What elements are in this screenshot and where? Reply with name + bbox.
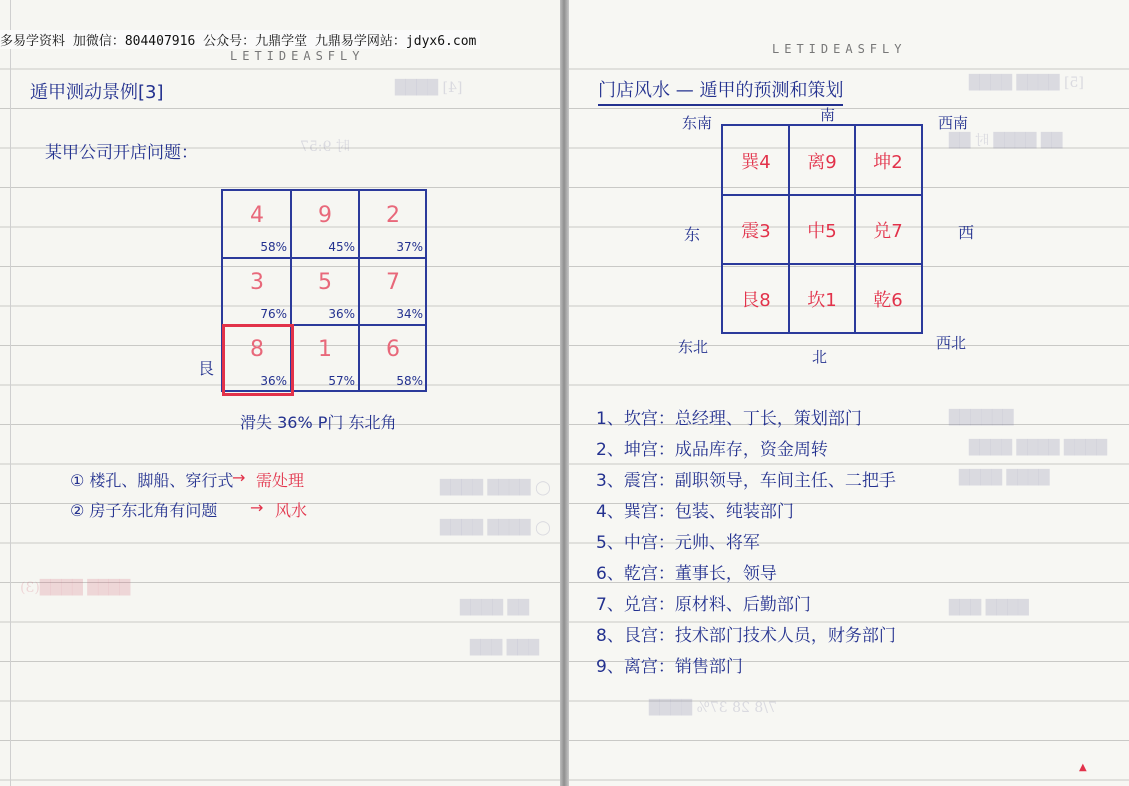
- notebook-spine: [560, 0, 569, 786]
- ghost-text: ████ ███: [949, 600, 1029, 616]
- palace-role-item: 1、坎宫：总经理、丁长，策划部门: [596, 409, 862, 429]
- palace-role-item: 8、艮宫：技术部门技术人员，财务部门: [596, 626, 896, 646]
- direction-label-north: 北: [812, 348, 828, 366]
- palace-role-item: 4、巽宫：包装、纯装部门: [596, 502, 794, 522]
- grid-cell-percent: 36%: [328, 307, 355, 321]
- palace-cell: 中5: [807, 221, 837, 242]
- left-notebook-page: [0, 0, 560, 786]
- watermark-banner: 多易学资料 加微信：804407916 公众号：九鼎学堂 九鼎易学网站：jdyx6.com: [0, 30, 480, 49]
- grid-line: [788, 126, 790, 332]
- note-1-result: 需处理: [256, 471, 305, 490]
- grid-line: [223, 257, 425, 259]
- palace-cell: 坤2: [873, 152, 903, 173]
- palace-cell: 坎1: [807, 290, 837, 311]
- ghost-text: 7/8 28 37% ████: [649, 700, 777, 716]
- gen-label: 艮: [198, 359, 215, 378]
- grid-cell-number: 8: [250, 337, 264, 362]
- grid-cell-number: 7: [386, 270, 400, 295]
- palace-cell: 乾6: [873, 290, 903, 311]
- grid-cell: [359, 325, 427, 392]
- arrow-icon: →: [232, 468, 246, 487]
- grid-line: [358, 191, 360, 390]
- right-title: 门店风水 — 遁甲的预测和策划: [598, 76, 843, 106]
- grid-cell: [291, 191, 359, 258]
- direction-label-northwest: 西北: [936, 334, 967, 352]
- palace-grid: [721, 124, 923, 334]
- direction-label-northeast: 东北: [678, 338, 709, 356]
- grid-cell: [223, 191, 291, 258]
- grid-cell-percent: 57%: [328, 374, 355, 388]
- grid-cell-number: 5: [318, 270, 332, 295]
- ghost-text: ████ ████: [959, 470, 1050, 486]
- note-2-result: 风水: [275, 501, 308, 520]
- grid-cell-percent: 58%: [260, 240, 287, 254]
- direction-label-southwest: 西南: [938, 114, 969, 132]
- palace-role-item: 9、离宫：销售部门: [596, 657, 743, 677]
- direction-label-south: 南: [820, 106, 836, 124]
- ghost-text: [5] ████ ████: [969, 75, 1084, 91]
- left-summary: 滑失 36% P门 东北角: [240, 413, 397, 432]
- grid-cell: [359, 258, 427, 325]
- palace-role-item: 2、坤宫：成品库存，资金周转: [596, 440, 828, 460]
- ghost-text: [4] ████: [395, 80, 463, 96]
- grid-cell-percent: 37%: [396, 240, 423, 254]
- highlight-box-gen: [222, 324, 294, 396]
- ghost-text: ██████: [949, 410, 1014, 426]
- grid-line: [723, 263, 921, 265]
- grid-line: [723, 194, 921, 196]
- grid-line: [854, 126, 856, 332]
- grid-cell-number: 6: [386, 337, 400, 362]
- ghost-text: ◯ ████ ████: [440, 480, 551, 496]
- palace-cell: 艮8: [741, 290, 771, 311]
- grid-cell-number: 4: [250, 203, 264, 228]
- grid-cell-percent: 36%: [260, 374, 287, 388]
- palace-role-item: 3、震宫：副职领导，车间主任、二把手: [596, 471, 896, 491]
- grid-cell: [223, 258, 291, 325]
- grid-cell: [359, 191, 427, 258]
- ghost-text: ███ ███: [470, 640, 540, 656]
- triangle-icon: ▲: [1079, 762, 1087, 773]
- brand-label-left: LETIDEASFLY: [230, 49, 365, 63]
- grid-cell-percent: 45%: [328, 240, 355, 254]
- left-subtitle: 某甲公司开店问题：: [45, 143, 198, 163]
- direction-label-southeast: 东南: [682, 114, 713, 132]
- palace-cell: 震3: [741, 221, 771, 242]
- palace-cell: 离9: [807, 152, 837, 173]
- ghost-text: ████ ████(3): [20, 580, 131, 596]
- grid-cell-number: 1: [318, 337, 332, 362]
- palace-role-item: 6、乾宫：董事长，领导: [596, 564, 777, 584]
- ghost-text: 时 9:57: [300, 139, 350, 155]
- left-title: 遁甲测动景例[3]: [30, 82, 164, 103]
- palace-role-item: 7、兑宫：原材料、后勤部门: [596, 595, 811, 615]
- palace-role-item: 5、中宫：元帅、将军: [596, 533, 760, 553]
- note-1-text: ① 楼孔、脚船、穿行式: [70, 471, 234, 490]
- grid-cell-number: 9: [318, 203, 332, 228]
- direction-label-west: 西: [958, 223, 975, 242]
- palace-cell: 兑7: [873, 221, 903, 242]
- grid-cell-percent: 76%: [260, 307, 287, 321]
- grid-cell: [291, 258, 359, 325]
- ghost-text: ████ ████ ████: [969, 440, 1108, 456]
- ghost-text: ██ ████ 时 ██: [949, 133, 1063, 149]
- grid-cell-percent: 58%: [396, 374, 423, 388]
- note-2-text: ② 房子东北角有问题: [70, 501, 218, 520]
- grid-cell-number: 3: [250, 270, 264, 295]
- palace-cell: 巽4: [741, 152, 771, 173]
- brand-label-right: LETIDEASFLY: [772, 42, 907, 56]
- direction-label-east: 东: [684, 225, 701, 244]
- ghost-text: ◯ ████ ████: [440, 520, 551, 536]
- grid-cell-percent: 34%: [396, 307, 423, 321]
- ghost-text: ██ ████: [460, 600, 530, 616]
- grid-cell: [291, 325, 359, 392]
- grid-cell-number: 2: [386, 203, 400, 228]
- arrow-icon: →: [250, 498, 264, 517]
- margin-line: [10, 0, 11, 786]
